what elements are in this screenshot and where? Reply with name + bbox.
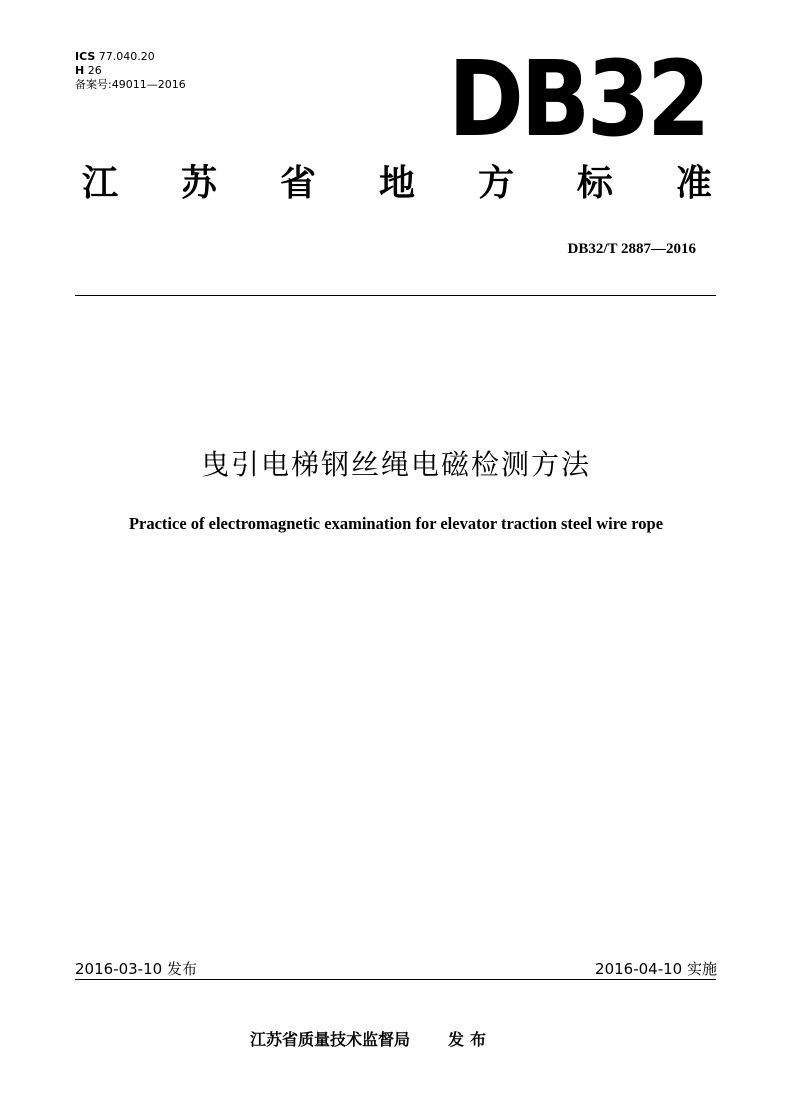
document-title-english: Practice of electromagnetic examination for elevator traction steel wire rope [128, 514, 664, 533]
document-title-chinese: 曳引电梯钢丝绳电磁检测方法 [200, 448, 591, 481]
issuer-name: 江苏省质量技术监督局 [250, 1030, 411, 1049]
db32-logo: DB32 [448, 38, 708, 160]
ics-label: ICS [75, 50, 96, 63]
standard-type-char: 准 [675, 163, 712, 204]
standard-number: DB32/T 2887—2016 [567, 241, 696, 257]
ics-code: 77.040.20 [98, 50, 155, 63]
filing-number: 备案号:49011—2016 [75, 78, 186, 91]
classification-block [75, 50, 186, 92]
standard-type-char: 方 [477, 163, 514, 204]
ics-line [75, 50, 186, 64]
standard-type-char: 江 [82, 163, 119, 204]
standard-type-char: 标 [576, 163, 613, 204]
class-label: H [75, 64, 85, 77]
publish-date: 2016-03-10 发布 [75, 960, 197, 978]
issuer-line [250, 1027, 492, 1050]
bottom-divider [75, 979, 716, 980]
standard-type-char: 省 [279, 163, 316, 204]
standard-type-char: 地 [378, 163, 415, 204]
class-line [75, 64, 186, 78]
issuer-verb: 发布 [448, 1030, 493, 1049]
standard-type-char: 苏 [180, 163, 217, 204]
standard-type-title [82, 160, 712, 208]
implement-date: 2016-04-10 实施 [595, 960, 717, 978]
top-divider [75, 295, 716, 296]
class-code: 26 [87, 64, 102, 77]
